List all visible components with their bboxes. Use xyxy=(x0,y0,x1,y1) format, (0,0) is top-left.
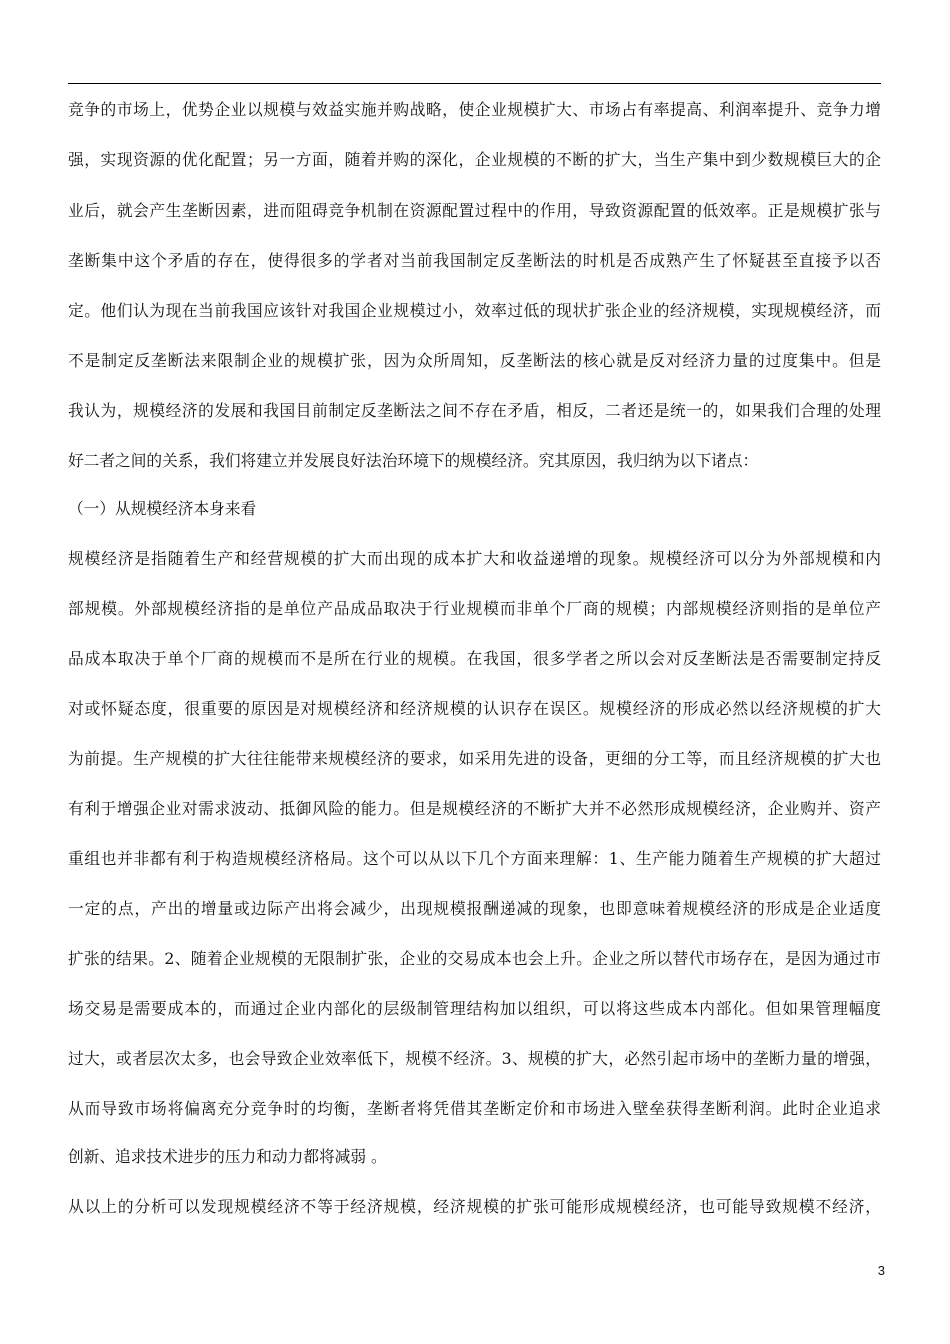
paragraph-line: 创新、追求技术进步的压力和动力都将减弱 。 xyxy=(68,1147,387,1166)
paragraph-line: 对或怀疑态度，很重要的原因是对规模经济和经济规模的认识存在误区。规模经济的形成必然以经济规模的扩大 xyxy=(68,699,881,718)
paragraph-line: 好二者之间的关系，我们将建立并发展良好法治环境下的规模经济。究其原因，我归纳为以下诸点： xyxy=(68,451,759,470)
paragraph-line: 过大，或者层次太多，也会导致企业效率低下，规模不经济。3、规模的扩大，必然引起市场中的垄断力量的增强， xyxy=(68,1049,881,1068)
paragraph-line: 定。他们认为现在当前我国应该针对我国企业规模过小，效率过低的现状扩张企业的经济规模，实现规模经济，而 xyxy=(68,301,881,320)
paragraph-line: 竞争的市场上，优势企业以规模与效益实施并购战略，使企业规模扩大、市场占有率提高、利润率提升、竞争力增 xyxy=(68,100,881,119)
page-number: 3 xyxy=(877,1263,885,1278)
paragraph-line: 规模经济是指随着生产和经营规模的扩大而出现的成本扩大和收益递增的现象。规模经济可以分为外部规模和内 xyxy=(68,549,881,568)
paragraph-line: 从以上的分析可以发现规模经济不等于经济规模，经济规模的扩张可能形成规模经济，也可能导致规模不经济， xyxy=(68,1197,881,1216)
paragraph-line: 重组也并非都有利于构造规模经济格局。这个可以从以下几个方面来理解：1、生产能力随着生产规模的扩大超过 xyxy=(68,849,881,868)
paragraph-line: 为前提。生产规模的扩大往往能带来规模经济的要求，如采用先进的设备，更细的分工等，而且经济规模的扩大也 xyxy=(68,749,881,768)
header-rule xyxy=(68,83,881,84)
paragraph-line: 场交易是需要成本的，而通过企业内部化的层级制管理结构加以组织，可以将这些成本内部化。但如果管理幅度 xyxy=(68,999,881,1018)
paragraph-line: 我认为，规模经济的发展和我国目前制定反垄断法之间不存在矛盾，相反，二者还是统一的，如果我们合理的处理 xyxy=(68,401,881,420)
paragraph-line: 一定的点，产出的增量或边际产出将会减少，出现规模报酬递减的现象，也即意味着规模经济的形成是企业适度 xyxy=(68,899,881,918)
paragraph-line: 有利于增强企业对需求波动、抵御风险的能力。但是规模经济的不断扩大并不必然形成规模经济，企业购并、资产 xyxy=(68,799,881,818)
section-heading: （一）从规模经济本身来看 xyxy=(68,499,257,518)
paragraph-line: 强，实现资源的优化配置；另一方面，随着并购的深化，企业规模的不断的扩大，当生产集中到少数规模巨大的企 xyxy=(68,150,881,169)
paragraph-line: 部规模。外部规模经济指的是单位产品成品取决于行业规模而非单个厂商的规模；内部规模经济则指的是单位产 xyxy=(68,599,881,618)
paragraph-line: 品成本取决于单个厂商的规模而不是所在行业的规模。在我国，很多学者之所以会对反垄断法是否需要制定持反 xyxy=(68,649,881,668)
paragraph-line: 垄断集中这个矛盾的存在，使得很多的学者对当前我国制定反垄断法的时机是否成熟产生了怀疑甚至直接予以否 xyxy=(68,251,881,270)
paragraph-line: 业后，就会产生垄断因素，进而阻碍竞争机制在资源配置过程中的作用，导致资源配置的低效率。正是规模扩张与 xyxy=(68,201,881,220)
paragraph-line: 从而导致市场将偏离充分竞争时的均衡，垄断者将凭借其垄断定价和市场进入壁垒获得垄断利润。此时企业追求 xyxy=(68,1099,881,1118)
paragraph-line: 不是制定反垄断法来限制企业的规模扩张，因为众所周知，反垄断法的核心就是反对经济力量的过度集中。但是 xyxy=(68,351,881,370)
paragraph-line: 扩张的结果。2、随着企业规模的无限制扩张，企业的交易成本也会上升。企业之所以替代市场存在，是因为通过市 xyxy=(68,949,881,968)
